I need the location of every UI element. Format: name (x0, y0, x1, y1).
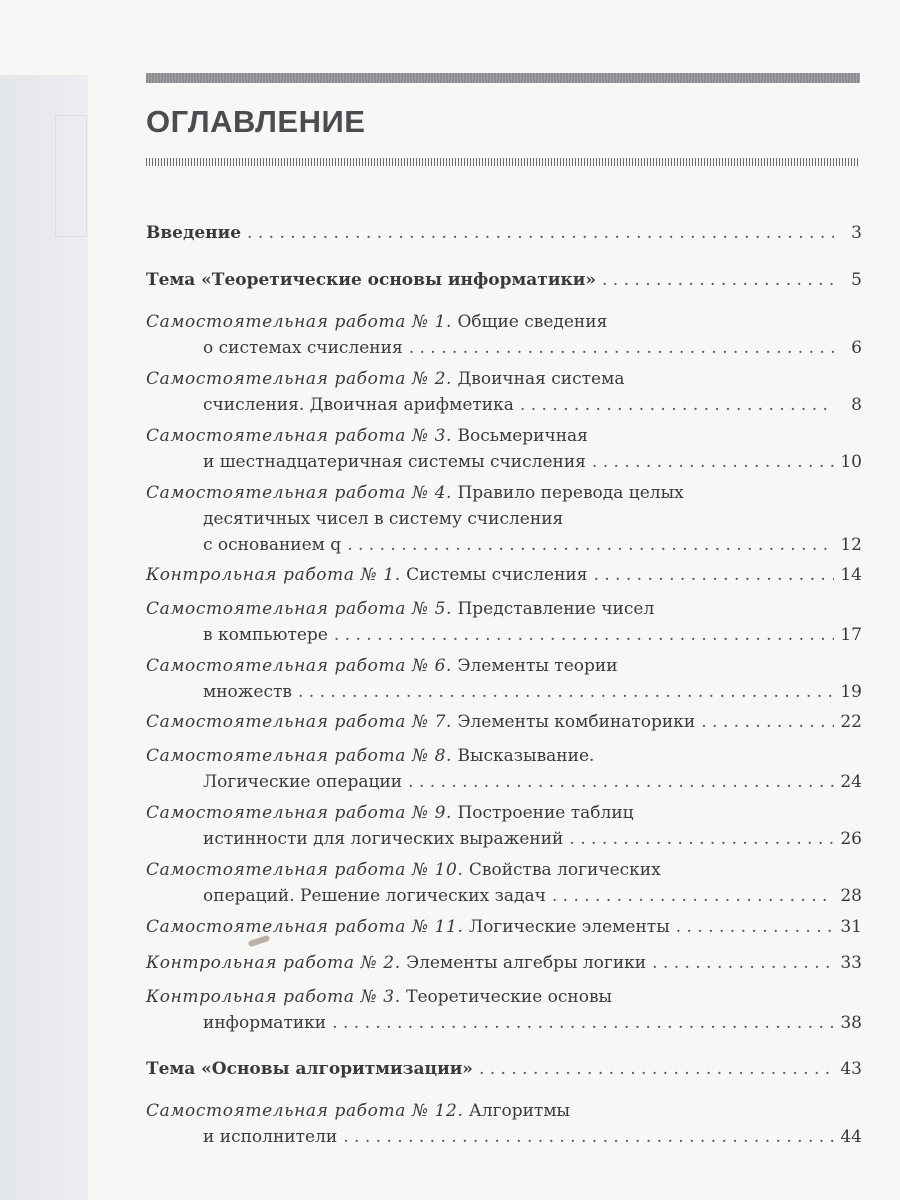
entry-title: Тема «Основы алгоритмизации» (146, 1059, 473, 1079)
page-number: 19 (840, 682, 862, 702)
adjacent-page-margin (0, 75, 88, 1200)
dot-leader (520, 392, 834, 418)
entry-title: Правило перевода целых (457, 483, 684, 503)
dot-leader (676, 914, 834, 940)
dot-leader (602, 267, 834, 293)
dot-leader (332, 1010, 834, 1036)
entry-title: Двоичная система (457, 369, 625, 389)
dot-leader (592, 449, 834, 475)
toc-entry-work-9[interactable] (146, 800, 862, 852)
entry-title: Восьмеричная (457, 426, 588, 446)
page-number: 22 (840, 712, 862, 732)
toc-entry-introduction[interactable] (146, 220, 862, 246)
page-number: 31 (840, 917, 862, 937)
toc-entry-work-4[interactable] (146, 480, 862, 558)
page-title: ОГЛАВЛЕНИЕ (146, 104, 366, 139)
entry-title-cont: и исполнители (203, 1127, 338, 1147)
entry-title: Логические элементы (468, 917, 670, 937)
toc-entry-test-1[interactable] (146, 562, 862, 588)
entry-title-cont: десятичных чисел в систему счисления (203, 509, 564, 529)
page-number: 5 (851, 270, 862, 290)
toc-entry-work-6[interactable] (146, 653, 862, 705)
entry-kind: Самостоятельная работа № 7. (146, 712, 453, 732)
dot-leader (593, 562, 834, 588)
page-number: 26 (840, 829, 862, 849)
toc-entry-work-10[interactable] (146, 857, 862, 909)
entry-title: Элементы комбинаторики (457, 712, 696, 732)
header-gray-bar (146, 73, 860, 83)
page-number: 28 (840, 886, 862, 906)
entry-kind: Самостоятельная работа № 8. (146, 746, 453, 766)
entry-title: Построение таблиц (457, 803, 634, 823)
entry-title: Тема «Теоретические основы информатики» (146, 270, 596, 290)
page-number: 33 (840, 953, 862, 973)
dot-leader (701, 709, 834, 735)
entry-title-cont: множеств (203, 682, 292, 702)
dot-leader (652, 950, 834, 976)
toc-entry-test-2[interactable] (146, 950, 862, 976)
page-number: 43 (840, 1059, 862, 1079)
page-number: 8 (851, 395, 862, 415)
entry-kind: Контрольная работа № 2. (146, 953, 401, 973)
toc-entry-work-1[interactable] (146, 309, 862, 361)
entry-kind: Самостоятельная работа № 4. (146, 483, 453, 503)
page-number: 38 (840, 1013, 862, 1033)
toc-entry-topic-theory[interactable] (146, 267, 862, 293)
entry-kind: Самостоятельная работа № 11. (146, 917, 464, 937)
page-number: 44 (840, 1127, 862, 1147)
entry-kind: Самостоятельная работа № 9. (146, 803, 453, 823)
dot-leader (298, 679, 834, 705)
entry-title-cont: информатики (203, 1013, 327, 1033)
title-striped-rule (146, 158, 860, 166)
entry-kind: Самостоятельная работа № 10. (146, 860, 464, 880)
entry-title: Системы счисления (406, 565, 588, 585)
toc-entry-work-7[interactable] (146, 709, 862, 735)
entry-title-cont: Логические операции (203, 772, 403, 792)
bleed-through-figure (55, 115, 87, 237)
entry-title: Представление чисел (457, 599, 655, 619)
page-number: 24 (840, 772, 862, 792)
entry-title-cont: истинности для логических выражений (203, 829, 564, 849)
entry-kind: Самостоятельная работа № 2. (146, 369, 453, 389)
dot-leader (347, 532, 834, 558)
toc-entry-work-12[interactable] (146, 1098, 862, 1150)
toc-entry-work-5[interactable] (146, 596, 862, 648)
dot-leader (552, 883, 834, 909)
entry-title-cont: в компьютере (203, 625, 328, 645)
entry-title-cont: с основанием q (203, 535, 342, 555)
page-number: 6 (851, 338, 862, 358)
entry-title: Теоретические основы (406, 987, 613, 1007)
dot-leader (247, 220, 834, 246)
toc-entry-test-3[interactable] (146, 984, 862, 1036)
toc-entry-work-2[interactable] (146, 366, 862, 418)
dot-leader (569, 826, 834, 852)
toc-entry-work-3[interactable] (146, 423, 862, 475)
entry-title: Общие сведения (457, 312, 608, 332)
entry-title: Введение (146, 223, 242, 243)
entry-title: Алгоритмы (468, 1101, 571, 1121)
page-number: 3 (851, 223, 862, 243)
entry-kind: Контрольная работа № 1. (146, 565, 401, 585)
entry-title-cont: о системах счисления (203, 338, 403, 358)
entry-kind: Самостоятельная работа № 12. (146, 1101, 464, 1121)
entry-title: Свойства логических (468, 860, 661, 880)
entry-title: Элементы алгебры логики (406, 953, 647, 973)
dot-leader (343, 1124, 834, 1150)
page-number: 10 (840, 452, 862, 472)
dot-leader (334, 622, 834, 648)
entry-kind: Самостоятельная работа № 1. (146, 312, 453, 332)
entry-kind: Контрольная работа № 3. (146, 987, 401, 1007)
page-number: 14 (840, 565, 862, 585)
entry-title: Высказывание. (457, 746, 595, 766)
dot-leader (479, 1056, 834, 1082)
page-number: 17 (840, 625, 862, 645)
entry-kind: Самостоятельная работа № 6. (146, 656, 453, 676)
entry-title: Элементы теории (457, 656, 618, 676)
dot-leader (408, 769, 834, 795)
dot-leader (409, 335, 834, 361)
page-number: 12 (840, 535, 862, 555)
entry-kind: Самостоятельная работа № 3. (146, 426, 453, 446)
entry-title-cont: счисления. Двоичная арифметика (203, 395, 514, 415)
toc-entry-topic-algorithms[interactable] (146, 1056, 862, 1082)
toc-entry-work-11[interactable] (146, 914, 862, 940)
entry-kind: Самостоятельная работа № 5. (146, 599, 453, 619)
toc-entry-work-8[interactable] (146, 743, 862, 795)
entry-title-cont: и шестнадцатеричная системы счисления (203, 452, 586, 472)
entry-title-cont: операций. Решение логических задач (203, 886, 546, 906)
